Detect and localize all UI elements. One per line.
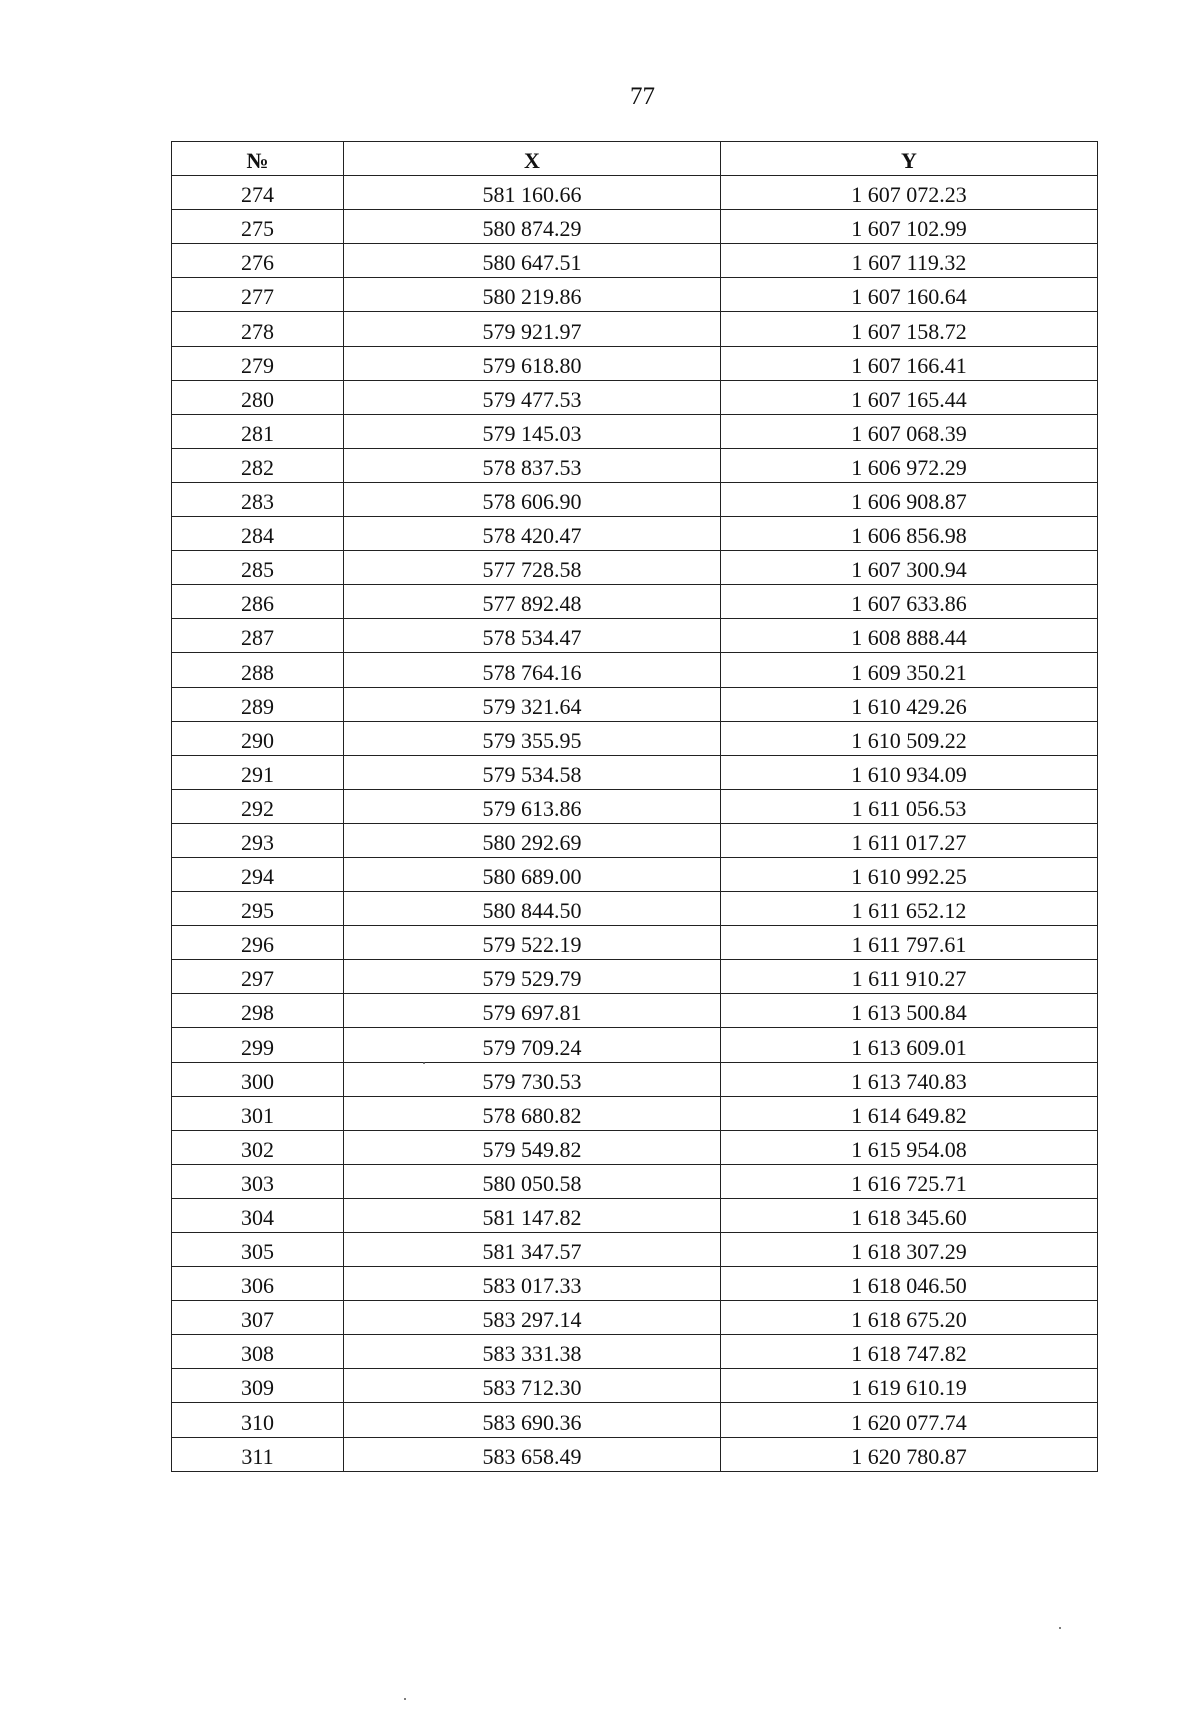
row-number-cell: 309 — [172, 1369, 344, 1403]
row-number-cell: 282 — [172, 448, 344, 482]
y-coordinate-cell: 1 607 072.23 — [721, 176, 1098, 210]
table-row — [172, 1369, 1098, 1403]
row-number-cell: 280 — [172, 380, 344, 414]
row-number-cell: 306 — [172, 1267, 344, 1301]
table-row — [172, 517, 1098, 551]
table-row — [172, 755, 1098, 789]
y-coordinate-cell: 1 610 429.26 — [721, 687, 1098, 721]
table-row — [172, 210, 1098, 244]
y-coordinate-cell: 1 610 992.25 — [721, 857, 1098, 891]
y-coordinate-cell: 1 613 609.01 — [721, 1028, 1098, 1062]
table-row — [172, 1437, 1098, 1471]
row-number-cell: 286 — [172, 585, 344, 619]
x-coordinate-cell: 583 690.36 — [344, 1403, 721, 1437]
x-coordinate-cell: 579 921.97 — [344, 312, 721, 346]
x-coordinate-cell: 578 764.16 — [344, 653, 721, 687]
table-row — [172, 1028, 1098, 1062]
x-coordinate-cell: 580 874.29 — [344, 210, 721, 244]
table-row — [172, 653, 1098, 687]
y-coordinate-cell: 1 614 649.82 — [721, 1096, 1098, 1130]
row-number-cell: 292 — [172, 789, 344, 823]
y-coordinate-cell: 1 608 888.44 — [721, 619, 1098, 653]
row-number-cell: 294 — [172, 857, 344, 891]
y-coordinate-cell: 1 611 652.12 — [721, 892, 1098, 926]
table-row — [172, 1267, 1098, 1301]
row-number-cell: 305 — [172, 1233, 344, 1267]
x-coordinate-cell: 583 297.14 — [344, 1301, 721, 1335]
y-coordinate-cell: 1 620 077.74 — [721, 1403, 1098, 1437]
page-number: 77 — [630, 83, 655, 110]
row-number-cell: 278 — [172, 312, 344, 346]
y-coordinate-cell: 1 613 500.84 — [721, 994, 1098, 1028]
header-x: X — [344, 142, 721, 176]
row-number-cell: 295 — [172, 892, 344, 926]
y-coordinate-cell: 1 606 856.98 — [721, 517, 1098, 551]
y-coordinate-cell: 1 620 780.87 — [721, 1437, 1098, 1471]
y-coordinate-cell: 1 607 300.94 — [721, 551, 1098, 585]
row-number-cell: 307 — [172, 1301, 344, 1335]
y-coordinate-cell: 1 606 972.29 — [721, 448, 1098, 482]
table-row — [172, 721, 1098, 755]
x-coordinate-cell: 579 709.24 — [344, 1028, 721, 1062]
x-coordinate-cell: 579 534.58 — [344, 755, 721, 789]
x-coordinate-cell: 580 219.86 — [344, 278, 721, 312]
y-coordinate-cell: 1 610 934.09 — [721, 755, 1098, 789]
y-coordinate-cell: 1 607 119.32 — [721, 244, 1098, 278]
y-coordinate-cell: 1 607 165.44 — [721, 380, 1098, 414]
table-row — [172, 1335, 1098, 1369]
x-coordinate-cell: 580 050.58 — [344, 1164, 721, 1198]
y-coordinate-cell: 1 618 747.82 — [721, 1335, 1098, 1369]
table-row — [172, 1301, 1098, 1335]
table-header-row — [172, 142, 1098, 176]
x-coordinate-cell: 579 355.95 — [344, 721, 721, 755]
x-coordinate-cell: 579 613.86 — [344, 789, 721, 823]
row-number-cell: 287 — [172, 619, 344, 653]
x-coordinate-cell: 579 697.81 — [344, 994, 721, 1028]
x-coordinate-cell: 577 728.58 — [344, 551, 721, 585]
row-number-cell: 285 — [172, 551, 344, 585]
y-coordinate-cell: 1 611 056.53 — [721, 789, 1098, 823]
table-row — [172, 1233, 1098, 1267]
row-number-cell: 284 — [172, 517, 344, 551]
table-row — [172, 823, 1098, 857]
table-row — [172, 789, 1098, 823]
y-coordinate-cell: 1 615 954.08 — [721, 1130, 1098, 1164]
x-coordinate-cell: 579 522.19 — [344, 926, 721, 960]
row-number-cell: 308 — [172, 1335, 344, 1369]
table-row — [172, 551, 1098, 585]
row-number-cell: 275 — [172, 210, 344, 244]
x-coordinate-cell: 579 618.80 — [344, 346, 721, 380]
y-coordinate-cell: 1 618 345.60 — [721, 1198, 1098, 1232]
row-number-cell: 302 — [172, 1130, 344, 1164]
x-coordinate-cell: 578 837.53 — [344, 448, 721, 482]
row-number-cell: 299 — [172, 1028, 344, 1062]
x-coordinate-cell: 581 160.66 — [344, 176, 721, 210]
table-row — [172, 926, 1098, 960]
table-row — [172, 1096, 1098, 1130]
x-coordinate-cell: 580 844.50 — [344, 892, 721, 926]
table-row — [172, 1062, 1098, 1096]
table-row — [172, 619, 1098, 653]
row-number-cell: 298 — [172, 994, 344, 1028]
y-coordinate-cell: 1 611 797.61 — [721, 926, 1098, 960]
x-coordinate-cell: 579 321.64 — [344, 687, 721, 721]
table-row — [172, 1164, 1098, 1198]
y-coordinate-cell: 1 607 160.64 — [721, 278, 1098, 312]
table-row — [172, 482, 1098, 516]
x-coordinate-cell: 580 689.00 — [344, 857, 721, 891]
x-coordinate-cell: 583 331.38 — [344, 1335, 721, 1369]
x-coordinate-cell: 579 529.79 — [344, 960, 721, 994]
table-row — [172, 278, 1098, 312]
row-number-cell: 311 — [172, 1437, 344, 1471]
row-number-cell: 281 — [172, 414, 344, 448]
y-coordinate-cell: 1 606 908.87 — [721, 482, 1098, 516]
table-row — [172, 1130, 1098, 1164]
y-coordinate-cell: 1 618 046.50 — [721, 1267, 1098, 1301]
x-coordinate-cell: 581 347.57 — [344, 1233, 721, 1267]
table-row — [172, 687, 1098, 721]
coordinates-table — [171, 141, 1098, 1472]
table-row — [172, 857, 1098, 891]
table-row — [172, 176, 1098, 210]
y-coordinate-cell: 1 619 610.19 — [721, 1369, 1098, 1403]
row-number-cell: 301 — [172, 1096, 344, 1130]
x-coordinate-cell: 583 712.30 — [344, 1369, 721, 1403]
row-number-cell: 296 — [172, 926, 344, 960]
x-coordinate-cell: 580 292.69 — [344, 823, 721, 857]
scan-speck — [423, 1062, 425, 1064]
table-row — [172, 585, 1098, 619]
y-coordinate-cell: 1 607 166.41 — [721, 346, 1098, 380]
x-coordinate-cell: 578 680.82 — [344, 1096, 721, 1130]
row-number-cell: 279 — [172, 346, 344, 380]
header-y: Y — [721, 142, 1098, 176]
y-coordinate-cell: 1 616 725.71 — [721, 1164, 1098, 1198]
header-number: № — [172, 142, 344, 176]
row-number-cell: 288 — [172, 653, 344, 687]
table-row — [172, 244, 1098, 278]
y-coordinate-cell: 1 611 910.27 — [721, 960, 1098, 994]
scan-speck — [1059, 1627, 1061, 1629]
row-number-cell: 297 — [172, 960, 344, 994]
row-number-cell: 310 — [172, 1403, 344, 1437]
row-number-cell: 291 — [172, 755, 344, 789]
row-number-cell: 276 — [172, 244, 344, 278]
x-coordinate-cell: 579 549.82 — [344, 1130, 721, 1164]
y-coordinate-cell: 1 607 102.99 — [721, 210, 1098, 244]
table-row — [172, 1198, 1098, 1232]
table-row — [172, 892, 1098, 926]
row-number-cell: 274 — [172, 176, 344, 210]
row-number-cell: 290 — [172, 721, 344, 755]
table-row — [172, 994, 1098, 1028]
table-row — [172, 380, 1098, 414]
y-coordinate-cell: 1 607 633.86 — [721, 585, 1098, 619]
row-number-cell: 303 — [172, 1164, 344, 1198]
y-coordinate-cell: 1 607 068.39 — [721, 414, 1098, 448]
y-coordinate-cell: 1 618 675.20 — [721, 1301, 1098, 1335]
x-coordinate-cell: 579 477.53 — [344, 380, 721, 414]
y-coordinate-cell: 1 609 350.21 — [721, 653, 1098, 687]
scan-speck — [404, 1698, 406, 1700]
y-coordinate-cell: 1 613 740.83 — [721, 1062, 1098, 1096]
y-coordinate-cell: 1 610 509.22 — [721, 721, 1098, 755]
x-coordinate-cell: 578 420.47 — [344, 517, 721, 551]
table-row — [172, 414, 1098, 448]
x-coordinate-cell: 583 017.33 — [344, 1267, 721, 1301]
x-coordinate-cell: 581 147.82 — [344, 1198, 721, 1232]
table-row — [172, 448, 1098, 482]
row-number-cell: 289 — [172, 687, 344, 721]
x-coordinate-cell: 578 606.90 — [344, 482, 721, 516]
y-coordinate-cell: 1 611 017.27 — [721, 823, 1098, 857]
table-row — [172, 960, 1098, 994]
row-number-cell: 283 — [172, 482, 344, 516]
x-coordinate-cell: 578 534.47 — [344, 619, 721, 653]
row-number-cell: 300 — [172, 1062, 344, 1096]
x-coordinate-cell: 579 730.53 — [344, 1062, 721, 1096]
x-coordinate-cell: 579 145.03 — [344, 414, 721, 448]
table-row — [172, 346, 1098, 380]
table-row — [172, 312, 1098, 346]
x-coordinate-cell: 577 892.48 — [344, 585, 721, 619]
row-number-cell: 277 — [172, 278, 344, 312]
y-coordinate-cell: 1 607 158.72 — [721, 312, 1098, 346]
row-number-cell: 304 — [172, 1198, 344, 1232]
x-coordinate-cell: 580 647.51 — [344, 244, 721, 278]
row-number-cell: 293 — [172, 823, 344, 857]
y-coordinate-cell: 1 618 307.29 — [721, 1233, 1098, 1267]
x-coordinate-cell: 583 658.49 — [344, 1437, 721, 1471]
table-row — [172, 1403, 1098, 1437]
